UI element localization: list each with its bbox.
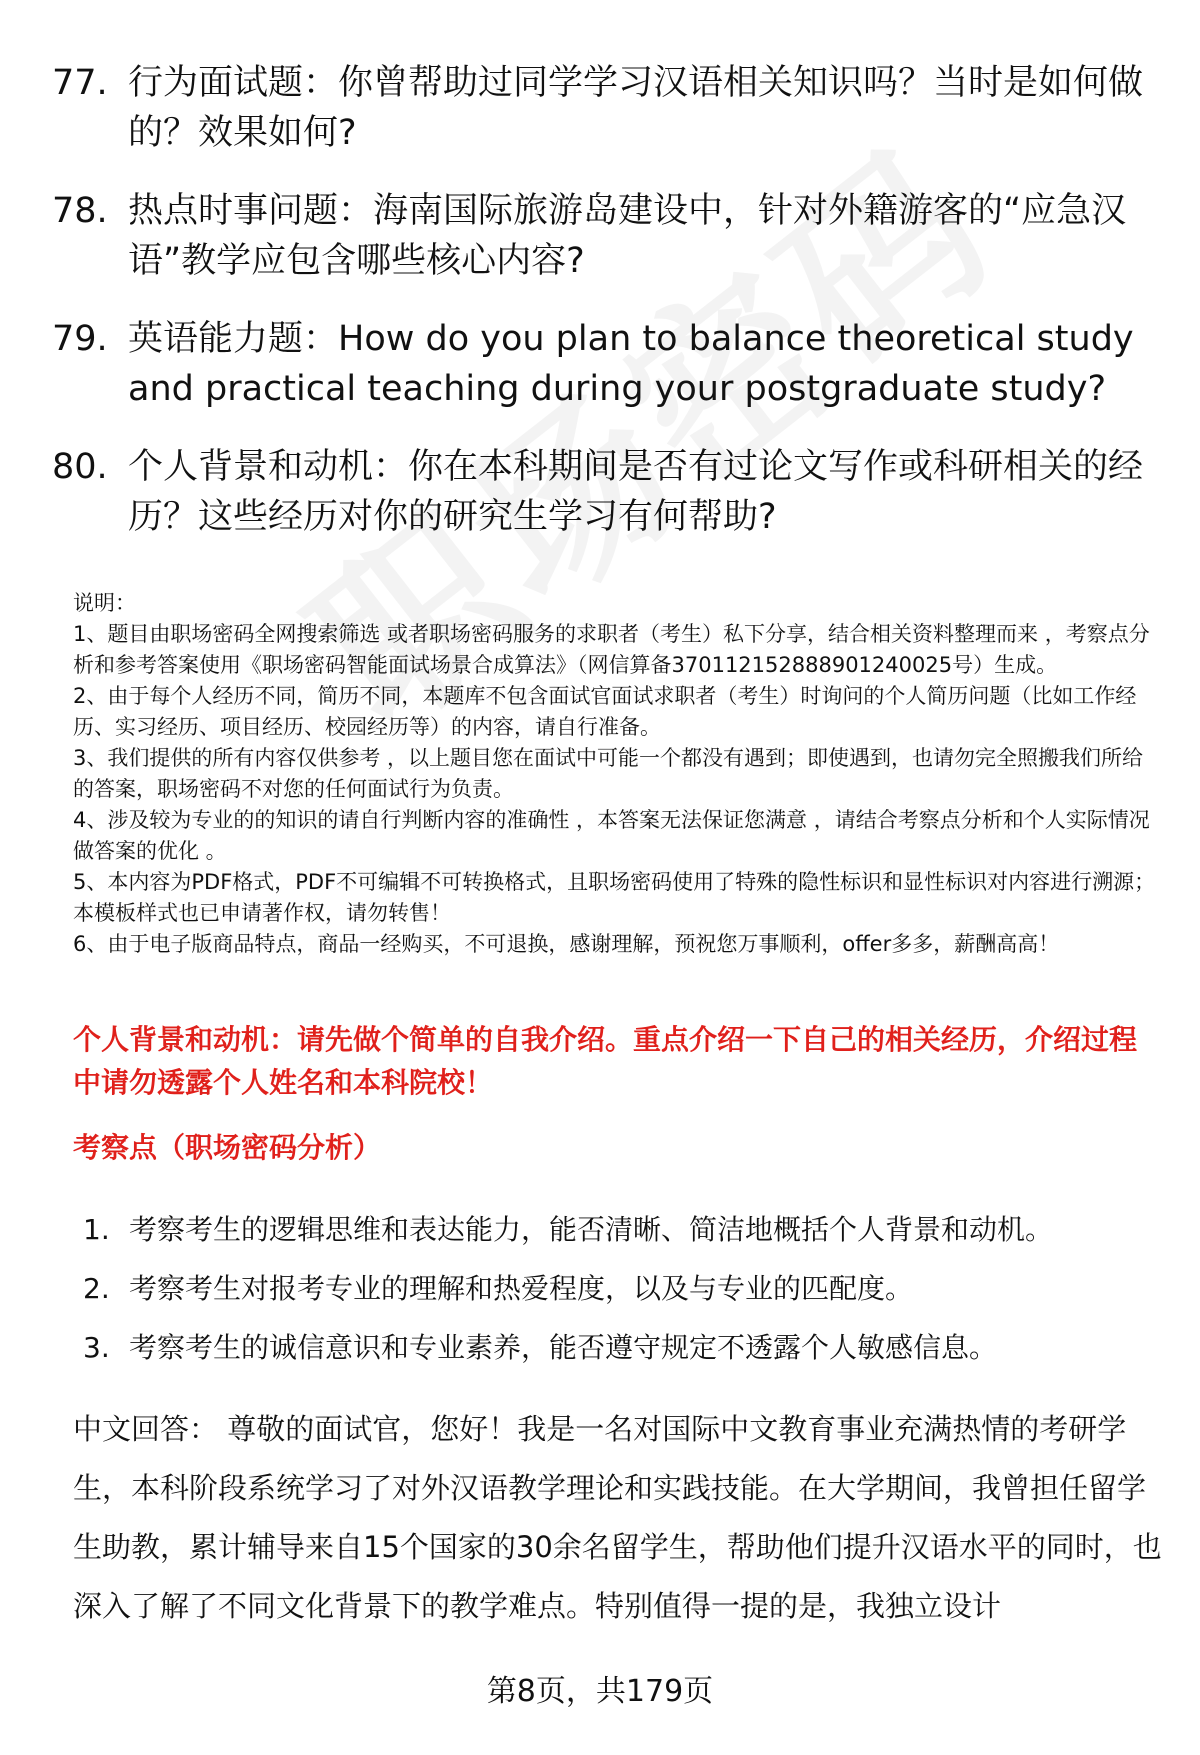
question-list (52, 58, 1152, 570)
question-item (52, 186, 1152, 286)
point-text: 考察考生对报考专业的理解和热爱程度，以及与专业的匹配度。 (129, 1272, 914, 1305)
question-number: 77. (52, 63, 108, 103)
question-number: 80. (52, 447, 108, 487)
question-item (52, 314, 1152, 414)
note-item: 3、我们提供的所有内容仅供参考 ，以上题目您在面试中可能一个都没有遇到；即使遇到，也请勿完全照搬我们所给的答案，职场密码不对您的任何面试行为负责。 (73, 746, 1144, 801)
note-item: 6、由于电子版商品特点，商品一经购买，不可退换，感谢理解，预祝您万事顺利，offer多多，薪酬高高！ (73, 932, 1060, 956)
analysis-points (83, 1210, 1163, 1387)
notes-title: 说明： (73, 591, 136, 615)
point-number: 1. (83, 1213, 110, 1246)
question-text: 行为面试题：你曾帮助过同学学习汉语相关知识吗？当时是如何做的？效果如何? (128, 63, 1144, 153)
question-text: 热点时事问题：海南国际旅游岛建设中，针对外籍游客的“应急汉语”教学应包含哪些核心内容? (128, 191, 1127, 281)
question-number: 79. (52, 319, 108, 359)
question-text: 英语能力题：How do you plan to balance theoretical study and practical teaching during your postgraduate study? (128, 319, 1134, 409)
question-item (52, 58, 1152, 158)
point-number: 3. (83, 1331, 110, 1364)
question-item (52, 442, 1152, 542)
analysis-point (83, 1328, 1163, 1368)
point-text: 考察考生的诚信意识和专业素养，能否遵守规定不透露个人敏感信息。 (129, 1331, 998, 1364)
question-heading: 个人背景和动机：请先做个简单的自我介绍。重点介绍一下自己的相关经历，介绍过程中请勿透露个人姓名和本科院校！ (73, 1023, 1138, 1099)
note-item: 4、涉及较为专业的的知识的请自行判断内容的准确性 ，本答案无法保证您满意 ，请结合考察点分析和个人实际情况做答案的优化 。 (73, 808, 1150, 863)
page-footer: 第8页，共179页 (486, 1674, 714, 1709)
note-item: 1、题目由职场密码全网搜索筛选 或者职场密码服务的求职者（考生）私下分享，结合相关资料整理而来 ，考察点分析和参考答案使用《职场密码智能面试场景合成算法》（网信算备370112152888901240025号）生成。 (73, 622, 1150, 677)
question-number: 78. (52, 191, 108, 231)
note-item: 2、由于每个人经历不同，简历不同，本题库不包含面试官面试求职者（考生）时询问的个人简历问题（比如工作经历、实习经历、项目经历、校园经历等）的内容，请自行准备。 (73, 684, 1137, 739)
question-text: 个人背景和动机：你在本科期间是否有过论文写作或科研相关的经历？这些经历对你的研究生学习有何帮助? (128, 447, 1144, 537)
analysis-point (83, 1269, 1163, 1309)
point-text: 考察考生的逻辑思维和表达能力，能否清晰、简洁地概括个人背景和动机。 (129, 1213, 1054, 1246)
note-item: 5、本内容为PDF格式，PDF不可编辑不可转换格式，且职场密码使用了特殊的隐性标识和显性标识对内容进行溯源；本模板样式也已申请著作权，请勿转售！ (73, 870, 1156, 925)
disclaimer-notes (73, 588, 1158, 960)
answer-paragraph: 中文回答： 尊敬的面试官，您好！我是一名对国际中文教育事业充满热情的考研学生，本科阶段系统学习了对外汉语教学理论和实践技能。在大学期间，我曾担任留学生助教，累计辅导来自15个国家的30余名留学生，帮助他们提升汉语水平的同时，也深入了解了不同文化背景下的教学难点。特别值得一提的是，我独立设计 (73, 1412, 1162, 1623)
point-number: 2. (83, 1272, 110, 1305)
analysis-heading: 考察点（职场密码分析） (73, 1131, 382, 1164)
analysis-point (83, 1210, 1163, 1250)
